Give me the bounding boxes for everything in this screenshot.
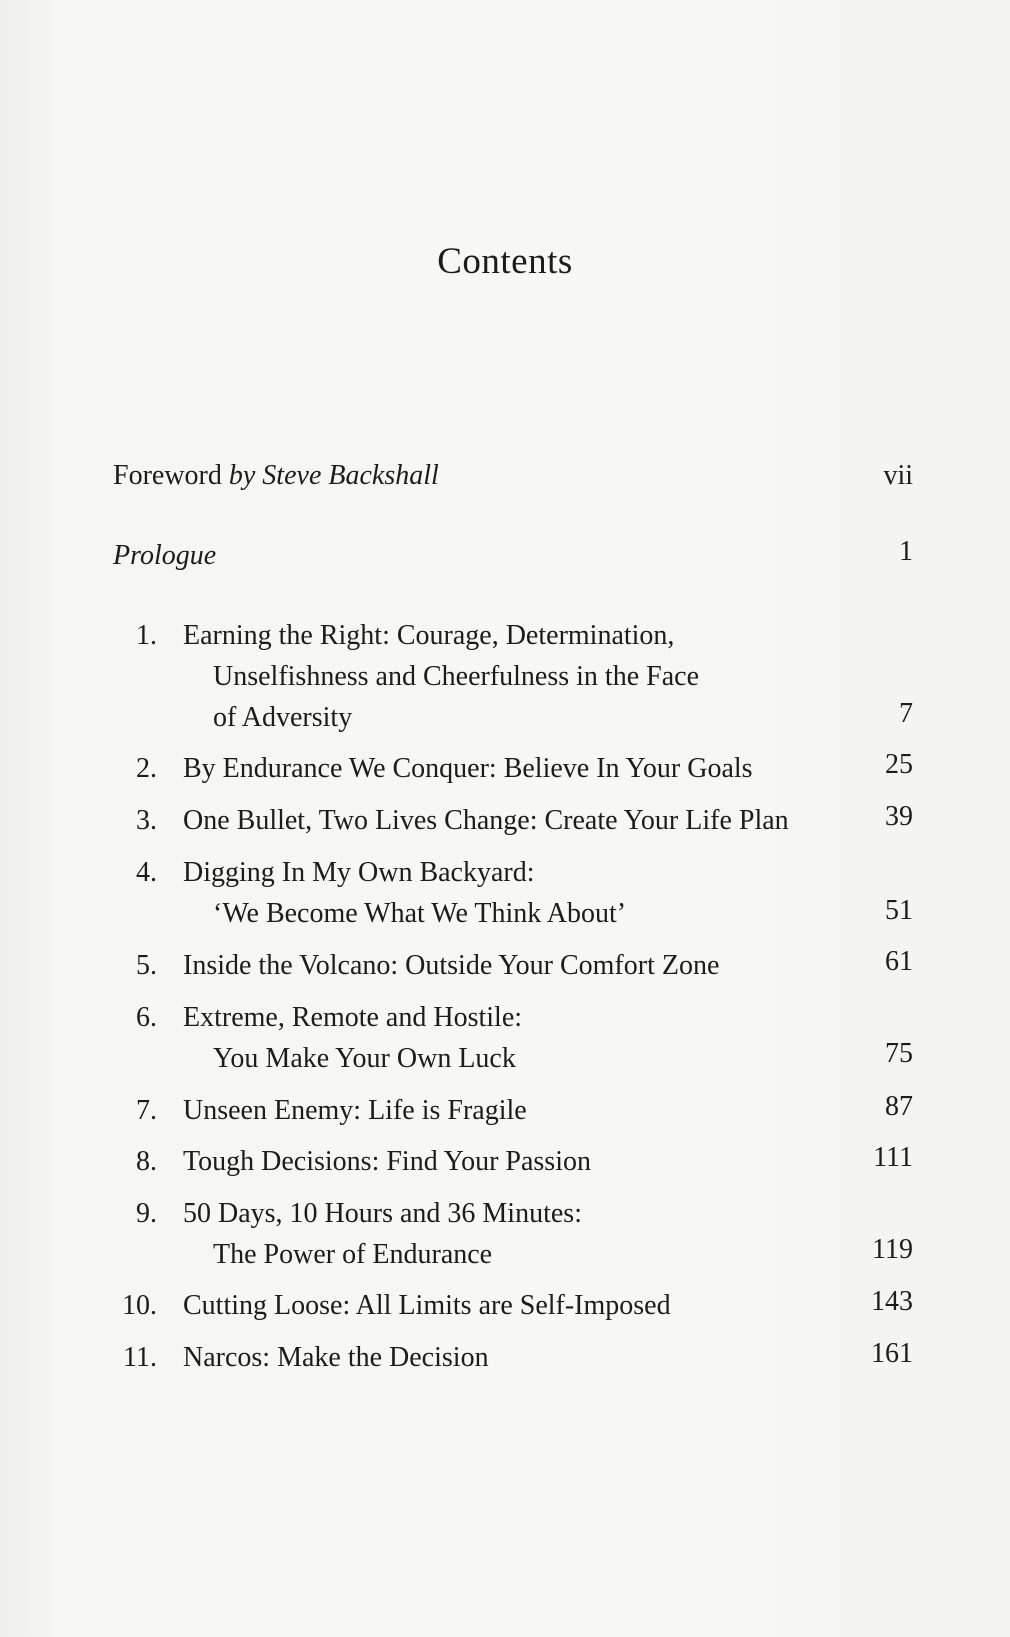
chapter-number: 9. bbox=[136, 1198, 157, 1229]
chapter-title-line-2: Unselfishness and Cheerfulness in the Face bbox=[213, 661, 699, 692]
chapter-page: 75 bbox=[885, 1038, 913, 1069]
chapter-number: 5. bbox=[136, 950, 157, 981]
chapter-number: 3. bbox=[136, 805, 157, 836]
prologue-page: 1 bbox=[899, 536, 913, 567]
chapter-title-line-1: Unseen Enemy: Life is Fragile bbox=[183, 1095, 527, 1126]
foreword-page: vii bbox=[883, 460, 913, 491]
chapter-title-line-1: Cutting Loose: All Limits are Self-Imposed bbox=[183, 1290, 671, 1321]
chapter-number: 7. bbox=[136, 1095, 157, 1126]
chapter-title-line-1: Tough Decisions: Find Your Passion bbox=[183, 1146, 591, 1177]
chapter-title-line-2: You Make Your Own Luck bbox=[213, 1043, 516, 1074]
page-title: Contents bbox=[437, 241, 573, 282]
chapter-title-line-1: One Bullet, Two Lives Change: Create Your Life Plan bbox=[183, 805, 789, 836]
chapter-number: 11. bbox=[123, 1342, 157, 1373]
chapter-title-line-1: 50 Days, 10 Hours and 36 Minutes: bbox=[183, 1198, 582, 1229]
chapter-title-line-1: By Endurance We Conquer: Believe In Your Goals bbox=[183, 753, 753, 784]
foreword-author: by Steve Backshall bbox=[228, 460, 439, 491]
chapter-title-line-1: Inside the Volcano: Outside Your Comfort Zone bbox=[183, 950, 720, 981]
chapter-number: 10. bbox=[122, 1290, 157, 1321]
chapter-title-line-1: Extreme, Remote and Hostile: bbox=[183, 1002, 523, 1033]
chapter-page: 143 bbox=[871, 1286, 913, 1317]
chapter-page: 51 bbox=[885, 895, 913, 926]
chapter-title-line-1: Digging In My Own Backyard: bbox=[183, 857, 535, 888]
chapter-page: 161 bbox=[871, 1338, 913, 1369]
chapter-number: 2. bbox=[136, 753, 157, 784]
chapter-number: 6. bbox=[136, 1002, 157, 1033]
chapter-page: 7 bbox=[899, 698, 913, 729]
chapter-number: 8. bbox=[136, 1146, 157, 1177]
chapter-page: 87 bbox=[885, 1091, 913, 1122]
foreword-label: Foreword bbox=[113, 460, 222, 491]
chapter-title-line-3: of Adversity bbox=[213, 702, 353, 733]
chapter-title-line-2: ‘We Become What We Think About’ bbox=[213, 898, 627, 929]
chapter-number: 1. bbox=[136, 620, 157, 651]
chapter-title-line-1: Narcos: Make the Decision bbox=[183, 1342, 489, 1373]
chapter-page: 25 bbox=[885, 749, 913, 780]
chapter-title-line-1: Earning the Right: Courage, Determination, bbox=[183, 620, 675, 651]
chapter-number: 4. bbox=[136, 857, 157, 888]
chapter-page: 119 bbox=[872, 1234, 913, 1265]
chapter-title-line-2: The Power of Endurance bbox=[213, 1239, 493, 1270]
chapter-page: 61 bbox=[885, 946, 913, 977]
chapter-page: 111 bbox=[873, 1142, 913, 1173]
chapter-page: 39 bbox=[885, 801, 913, 832]
prologue-label: Prologue bbox=[113, 540, 217, 571]
